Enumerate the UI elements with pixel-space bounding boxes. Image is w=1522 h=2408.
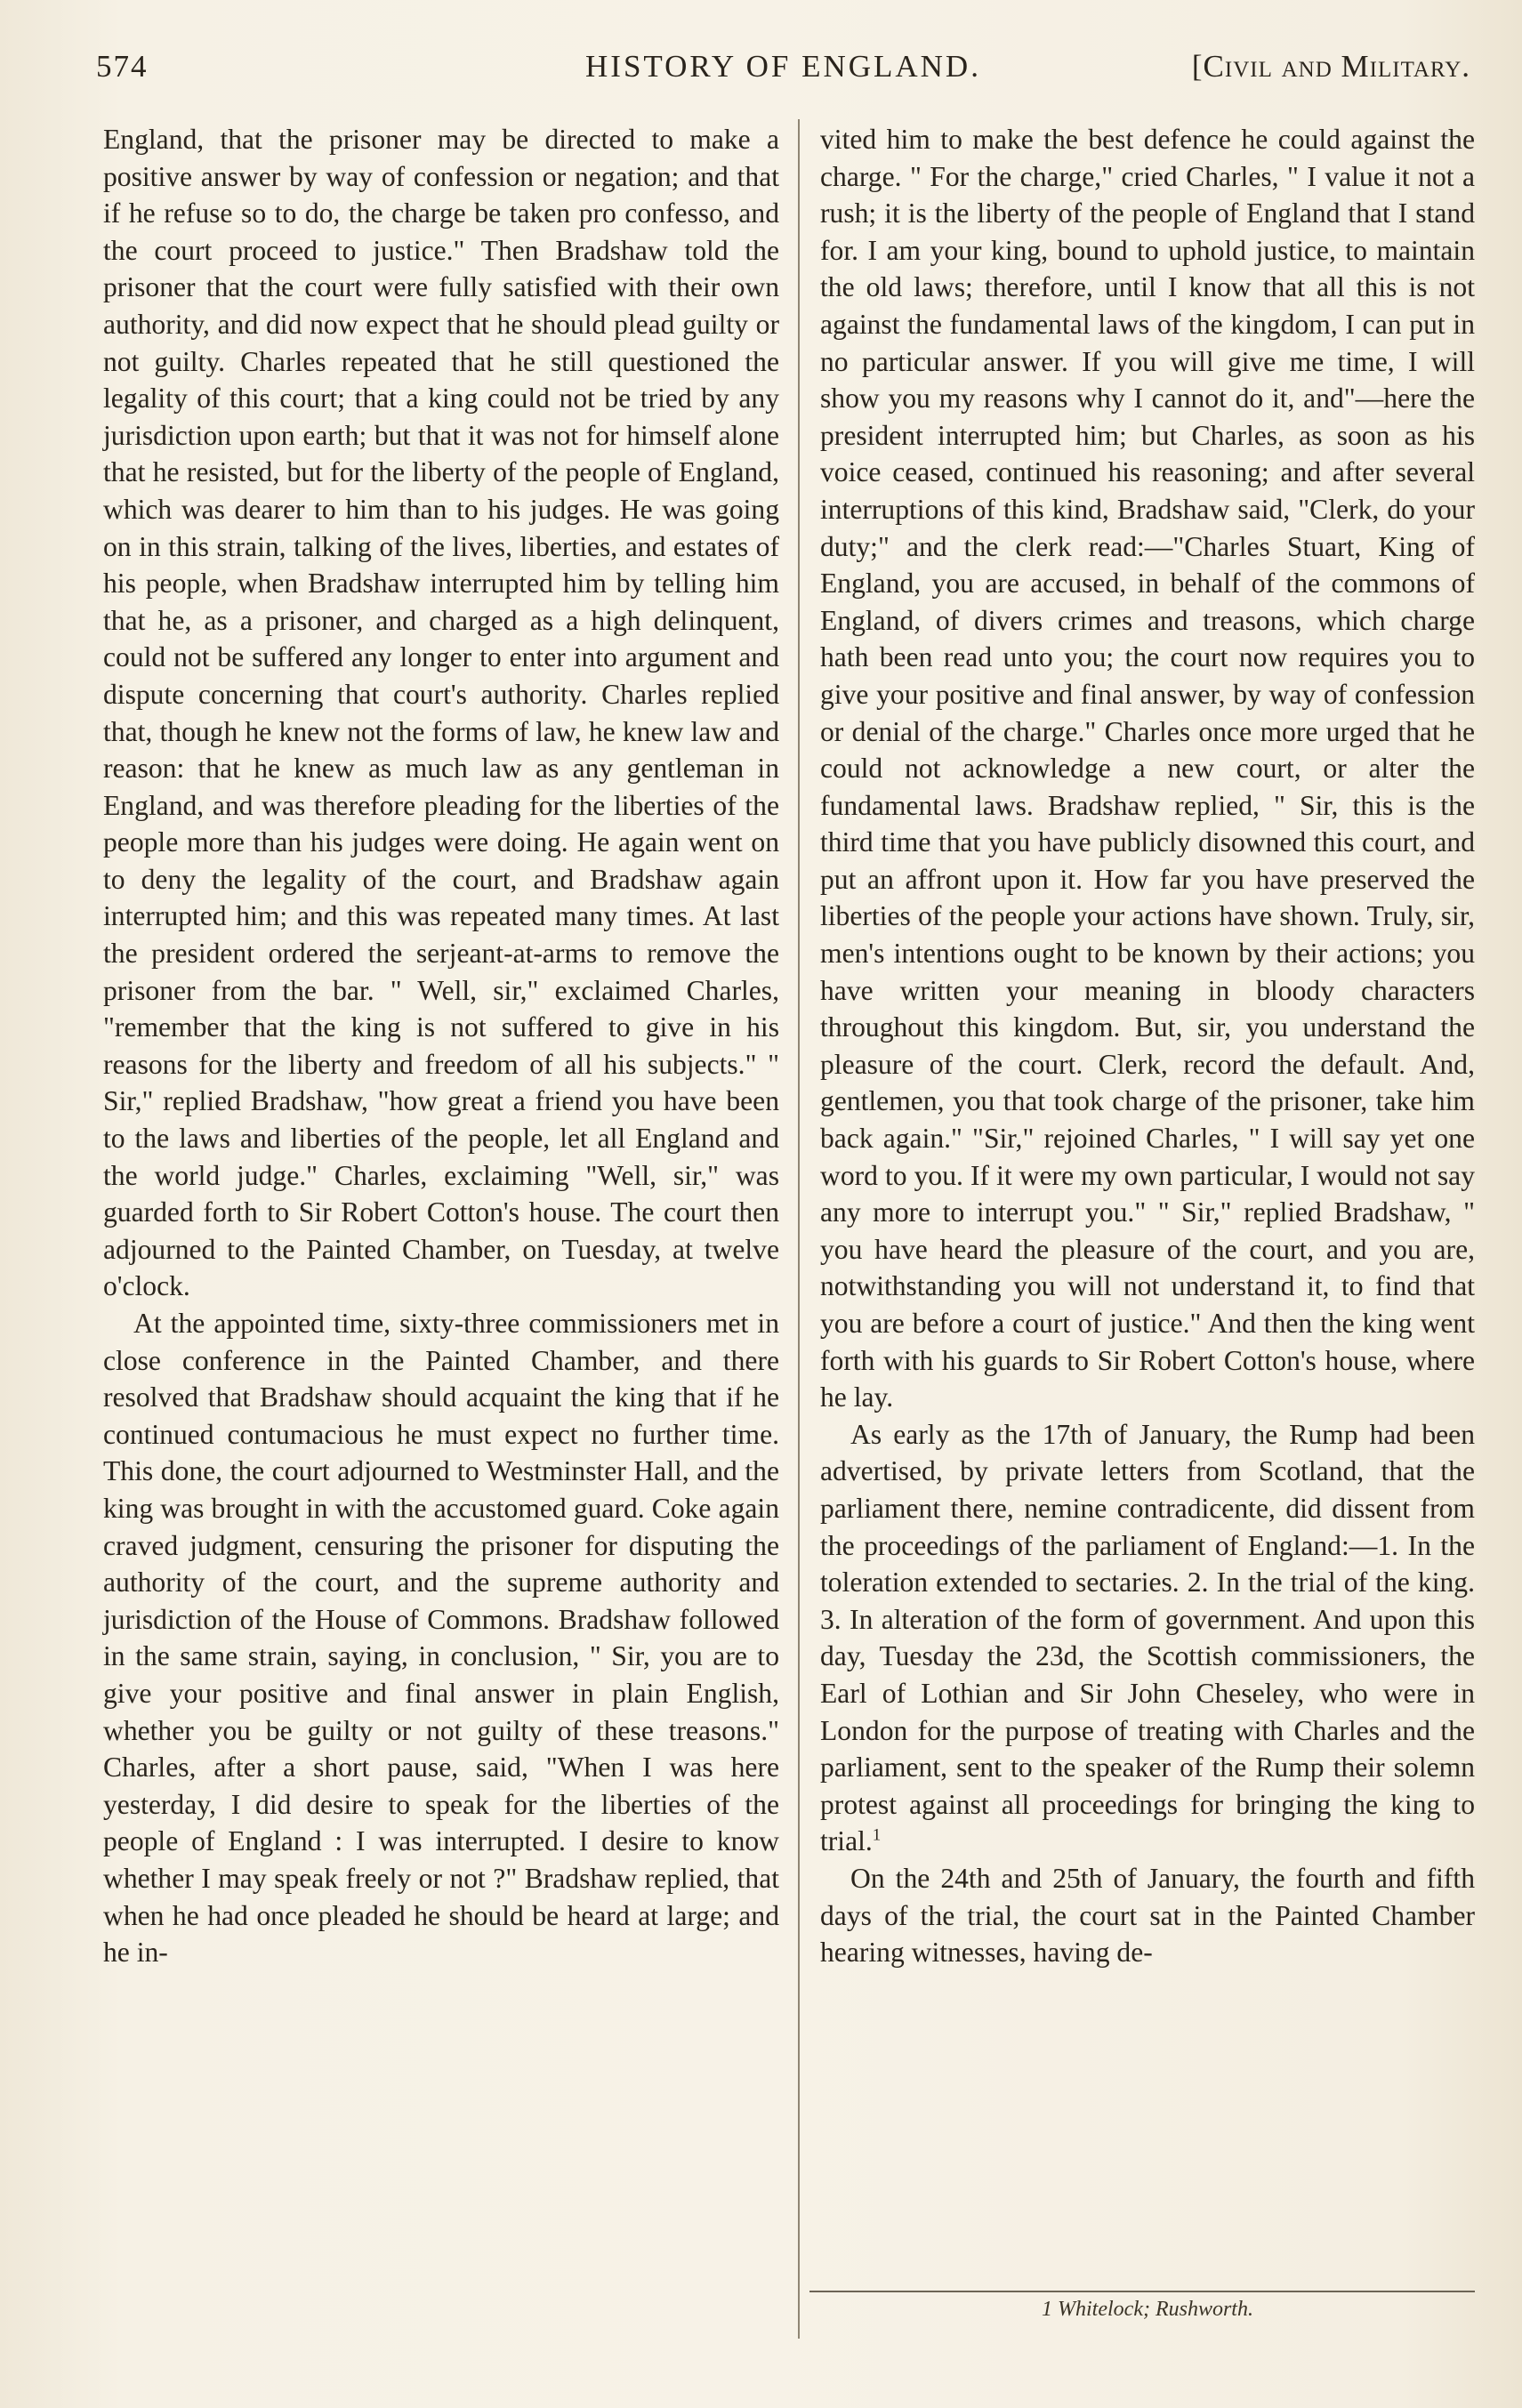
paragraph	[820, 1416, 1475, 1860]
page-title: HISTORY OF ENGLAND.	[585, 49, 981, 84]
column-divider	[798, 119, 800, 2339]
paragraph: England, that the prisoner may be directed to make a positive answer by way of confession or negation; and that if he refuse so to do, the charge be taken pro confesso, and the court proceed to justice." Then Bradshaw told the prisoner that the court were fully satisfied with their own authority, and did now expect that he should plead guilty or not guilty. Charles repeated that he still questioned the legality of this court; that a king could not be tried by any jurisdiction upon earth; but that it was not for himself alone that he resisted, but for the liberty of the people of England, which was dearer to him than to his judges. He was going on in this strain, talking of the lives, liberties, and estates of his people, when Bradshaw interrupted him by telling him that he, as a prisoner, and charged as a high delinquent, could not be suffered any longer to enter into argument and dispute concerning that court's authority. Charles replied that, though he knew not the forms of law, he knew law and reason: that he knew as much law as any gentleman in England, and was therefore pleading for the liberties of the people more than his judges were doing. He again went on to deny the legality of the court, and Bradshaw again interrupted him; and this was repeated many times. At last the president ordered the serjeant-at-arms to remove the prisoner from the bar. " Well, sir," exclaimed Charles, "remember that the king is not suffered to give in his reasons for the liberty and freedom of all his subjects." " Sir," replied Bradshaw, "how great a friend you have been to the laws and liberties of the people, let all England and the world judge." Charles, exclaiming "Well, sir," was guarded forth to Sir Robert Cotton's house. The court then adjourned to the Painted Chamber, on Tuesday, at twelve o'clock.	[103, 124, 779, 1302]
footnote-marker: 1	[872, 1825, 882, 1845]
right-column	[820, 121, 1475, 1971]
paragraph: On the 24th and 25th of January, the fourth and fifth days of the trial, the court sat in the Painted Chamber hearing witnesses, having de-	[820, 1862, 1475, 1969]
footnote: 1 Whitelock; Rushworth.	[1042, 2298, 1253, 2321]
footnote-divider	[809, 2291, 1475, 2292]
section-heading: [Civil and Military.	[1191, 49, 1470, 84]
paragraph: vited him to make the best defence he could against the charge. " For the charge," cried Charles, " I value it not a rush; it is the liberty of the people of England that I stand for. I am your king, bound to uphold justice, to maintain the old laws; therefore, until I know that all this is not against the fundamental laws of the kingdom, I can put in no particular answer. If you will give me time, I will show you my reasons why I cannot do it, and"—here the president interrupted him; but Charles, as soon as his voice ceased, continued his reasoning; and after several interruptions of this kind, Bradshaw said, "Clerk, do your duty;" and the clerk read:—"Charles Stuart, King of England, you are accused, in behalf of the commons of England, of divers crimes and treasons, which charge hath been read unto you; the court now requires you to give your positive and final answer, by way of confession or denial of the charge." Charles once more urged that he could not acknowledge a new court, or alter the fundamental laws. Bradshaw replied, " Sir, this is the third time that you have publicly disowned this court, and put an affront upon it. How far you have preserved the liberties of the people your actions have shown. Truly, sir, men's intentions ought to be known by their actions; you have written your meaning in bloody characters throughout this kingdom. But, sir, you understand the pleasure of the court. Clerk, record the default. And, gentlemen, you that took charge of the prisoner, take him back again." "Sir," rejoined Charles, " I will say yet one word to you. If it were my own particular, I would not say any more to interrupt you." " Sir," replied Bradshaw, " you have heard the pleasure of the court, and you are, notwithstanding you will not understand it, to find that you are before a court of justice." And then the king went forth with his guards to Sir Robert Cotton's house, where he lay.	[820, 124, 1475, 1413]
left-column	[103, 121, 779, 1971]
running-head	[96, 49, 1470, 93]
page-number: 574	[96, 49, 149, 84]
paragraph: At the appointed time, sixty-three commissioners met in close conference in the Painted Chamber, and there resolved that Bradshaw should acquaint the king that if he continued contumacious he must expect no further time. This done, the court adjourned to Westminster Hall, and the king was brought in with the accustomed guard. Coke again craved judgment, censuring the prisoner for disputing the authority of the court, and the supreme authority and jurisdiction of the House of Commons. Bradshaw followed in the same strain, saying, in conclusion, " Sir, you are to give your positive and final answer in plain English, whether you be guilty or not guilty of these treasons." Charles, after a short pause, said, "When I was here yesterday, I did desire to speak for the liberties of the people of England : I was interrupted. I desire to know whether I may speak freely or not ?" Bradshaw replied, that when he had once pleaded he should be heard at large; and he in-	[103, 1308, 779, 1969]
paragraph-text: As early as the 17th of January, the Rump had been advertised, by private letters from Scotland, that the parliament there, nemine contradicente, did dissent from the proceedings of the parliament of England:—1. In the toleration extended to sectaries. 2. In the trial of the king. 3. In alteration of the form of government. And upon this day, Tuesday the 23d, the Scottish commissioners, the Earl of Lothian and Sir John Cheseley, who were in London for the purpose of treating with Charles and the parliament, sent to the speaker of the Rump their solemn protest against all proceedings for bringing the king to trial.	[820, 1418, 1475, 1857]
